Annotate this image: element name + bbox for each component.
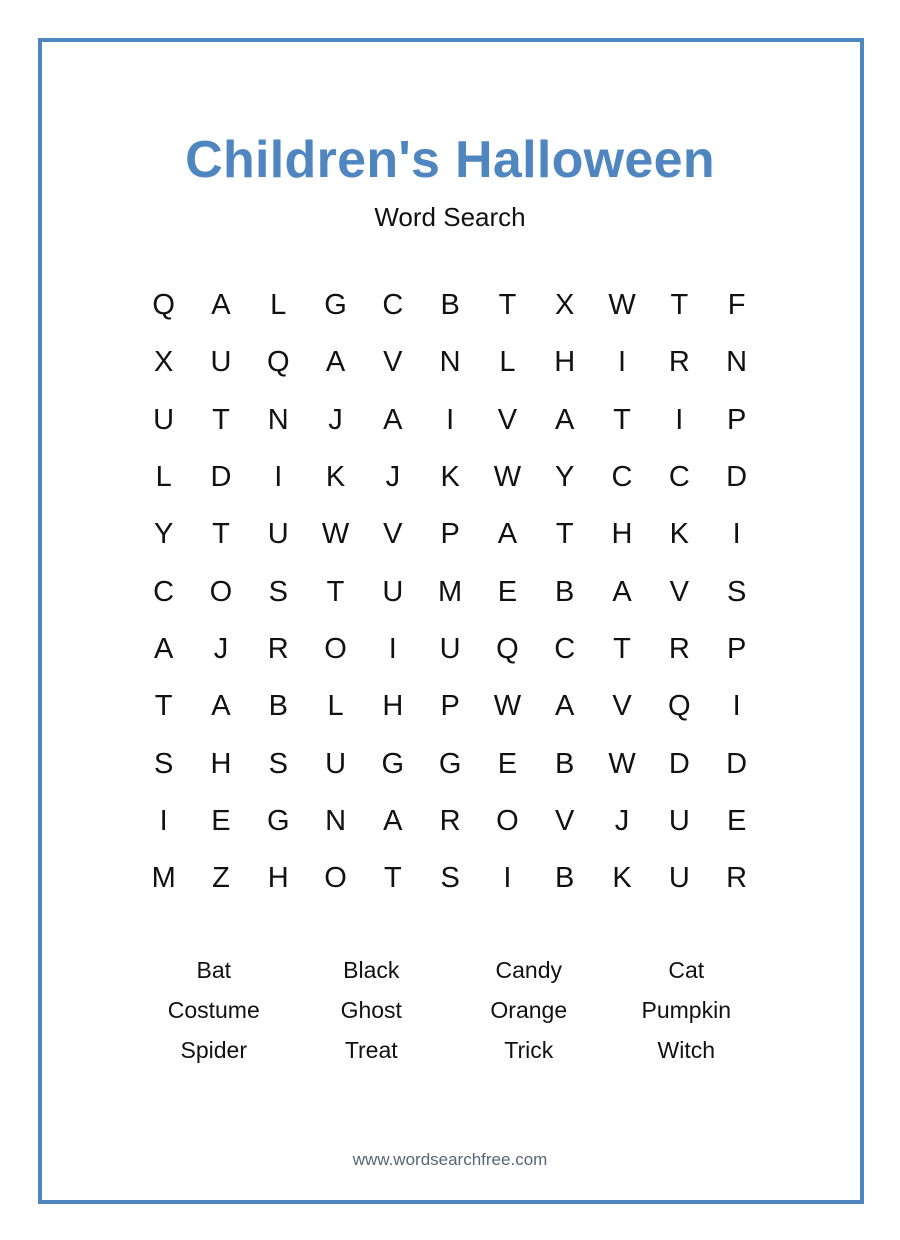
- grid-letter: C: [382, 289, 404, 322]
- grid-letter: V: [555, 804, 575, 837]
- grid-letter: A: [555, 690, 575, 723]
- word-list-item: Trick: [504, 1036, 554, 1063]
- grid-letter: G: [266, 804, 290, 837]
- grid-letter: A: [211, 690, 231, 723]
- grid-letter: T: [613, 403, 631, 436]
- grid-letter: X: [153, 346, 174, 379]
- letter-grid: [135, 277, 765, 907]
- grid-letter: J: [614, 804, 630, 837]
- grid-letter: C: [668, 461, 690, 494]
- grid-letter: D: [668, 747, 690, 780]
- grid-letter: I: [732, 690, 741, 723]
- footer-url[interactable]: www.wordsearchfree.com: [352, 1150, 548, 1169]
- grid-letter: K: [612, 862, 632, 895]
- grid-letter: K: [440, 461, 460, 494]
- grid-letter: T: [383, 862, 402, 895]
- grid-letter: U: [668, 862, 690, 895]
- grid-letter: T: [154, 690, 173, 723]
- word-list-item: Spider: [180, 1036, 247, 1063]
- grid-letter: A: [153, 632, 174, 665]
- grid-letter: R: [439, 804, 461, 837]
- grid-letter: A: [211, 289, 231, 322]
- grid-letter: E: [497, 747, 518, 780]
- grid-letter: V: [383, 518, 403, 551]
- grid-letter: U: [153, 403, 175, 436]
- grid-letter: B: [440, 289, 460, 322]
- grid-letter: N: [325, 804, 347, 837]
- grid-letter: N: [726, 346, 748, 379]
- word-list: [135, 950, 765, 1070]
- grid-letter: D: [210, 461, 232, 494]
- grid-letter: I: [617, 346, 627, 379]
- grid-letter: Q: [266, 346, 290, 379]
- grid-letter: Q: [152, 289, 175, 322]
- grid-letter: M: [151, 862, 176, 895]
- grid-letter: E: [726, 804, 747, 837]
- word-list-item: Pumpkin: [641, 996, 731, 1023]
- grid-letter: U: [439, 632, 461, 665]
- grid-letter: W: [608, 747, 636, 780]
- grid-letter: K: [669, 518, 689, 551]
- grid-letter: C: [554, 632, 576, 665]
- grid-letter: I: [503, 862, 512, 895]
- grid-letter: A: [612, 575, 632, 608]
- grid-letter: Y: [153, 518, 174, 551]
- grid-letter: T: [670, 289, 689, 322]
- grid-letter: W: [608, 289, 636, 322]
- grid-letter: G: [438, 747, 462, 780]
- grid-letter: V: [669, 575, 689, 608]
- grid-letter: I: [388, 632, 397, 665]
- grid-letter: T: [555, 518, 574, 551]
- grid-letter: U: [382, 575, 404, 608]
- grid-letter: R: [668, 346, 690, 379]
- grid-letter: H: [267, 862, 289, 895]
- grid-letter: I: [446, 403, 455, 436]
- grid-letter: B: [268, 690, 288, 723]
- grid-letter: T: [613, 632, 631, 665]
- grid-letter: T: [212, 403, 230, 436]
- grid-letter: V: [612, 690, 632, 723]
- grid-letter: D: [726, 747, 748, 780]
- grid-letter: A: [325, 346, 346, 379]
- grid-letter: T: [212, 518, 230, 551]
- grid-letter: P: [726, 632, 747, 665]
- grid-letter: B: [555, 747, 575, 780]
- word-list-item: Black: [343, 956, 400, 983]
- grid-letter: I: [159, 804, 168, 837]
- grid-letter: W: [321, 518, 350, 551]
- grid-letter: U: [325, 747, 347, 780]
- grid-letter: S: [440, 862, 460, 895]
- word-list-item: Candy: [495, 956, 562, 983]
- grid-letter: O: [324, 862, 347, 895]
- grid-letter: S: [268, 575, 288, 608]
- grid-letter: H: [210, 747, 232, 780]
- grid-letter: A: [383, 403, 403, 436]
- grid-letter: X: [555, 289, 575, 322]
- grid-letter: O: [209, 575, 233, 608]
- grid-letter: U: [210, 346, 232, 379]
- grid-letter: R: [267, 632, 289, 665]
- grid-letter: S: [726, 575, 747, 608]
- grid-letter: M: [438, 575, 463, 608]
- grid-letter: S: [153, 747, 174, 780]
- grid-letter: I: [274, 461, 283, 494]
- grid-letter: F: [727, 289, 746, 322]
- grid-letter: J: [213, 632, 229, 665]
- grid-letter: L: [327, 690, 344, 723]
- grid-letter: V: [497, 403, 518, 436]
- grid-letter: H: [554, 346, 576, 379]
- grid-letter: G: [324, 289, 347, 322]
- grid-letter: U: [267, 518, 289, 551]
- page-subtitle: Word Search: [374, 202, 526, 232]
- word-list-item: Costume: [167, 996, 260, 1023]
- grid-letter: J: [328, 403, 343, 436]
- page-title: Children's Halloween: [185, 131, 715, 189]
- grid-letter: Q: [496, 632, 519, 665]
- grid-letter: G: [381, 747, 405, 780]
- word-list-item: Treat: [344, 1036, 398, 1063]
- grid-letter: C: [153, 575, 175, 608]
- grid-letter: L: [155, 461, 172, 494]
- grid-letter: E: [211, 804, 231, 837]
- grid-letter: Q: [668, 690, 691, 723]
- grid-letter: A: [555, 403, 575, 436]
- grid-letter: R: [668, 632, 690, 665]
- grid-letter: N: [267, 403, 289, 436]
- grid-letter: W: [493, 690, 522, 723]
- grid-letter: V: [383, 346, 403, 379]
- grid-letter: H: [382, 690, 404, 723]
- grid-letter: S: [268, 747, 288, 780]
- grid-letter: B: [555, 575, 575, 608]
- grid-letter: T: [498, 289, 517, 322]
- word-list-item: Ghost: [340, 996, 402, 1023]
- word-list-item: Bat: [196, 956, 232, 983]
- grid-letter: J: [385, 461, 401, 494]
- grid-letter: I: [675, 403, 684, 436]
- grid-letter: I: [732, 518, 741, 551]
- grid-letter: N: [439, 346, 461, 379]
- grid-letter: P: [440, 518, 460, 551]
- grid-letter: L: [499, 346, 516, 379]
- grid-letter: O: [496, 804, 519, 837]
- grid-letter: T: [326, 575, 345, 608]
- grid-letter: D: [726, 461, 748, 494]
- word-list-item: Cat: [668, 956, 705, 983]
- grid-letter: B: [555, 862, 575, 895]
- grid-letter: A: [497, 518, 518, 551]
- grid-letter: O: [324, 632, 347, 665]
- grid-letter: L: [270, 289, 287, 322]
- grid-letter: E: [497, 575, 518, 608]
- grid-letter: K: [325, 461, 346, 494]
- grid-letter: Z: [212, 862, 230, 895]
- grid-letter: U: [668, 804, 690, 837]
- grid-letter: P: [440, 690, 460, 723]
- grid-letter: H: [611, 518, 633, 551]
- word-list-item: Witch: [657, 1036, 715, 1063]
- grid-letter: Y: [555, 461, 575, 494]
- grid-letter: P: [726, 403, 747, 436]
- word-list-item: Orange: [490, 996, 568, 1023]
- grid-letter: A: [383, 804, 403, 837]
- grid-letter: C: [611, 461, 633, 494]
- grid-letter: R: [726, 862, 748, 895]
- grid-letter: W: [493, 461, 522, 494]
